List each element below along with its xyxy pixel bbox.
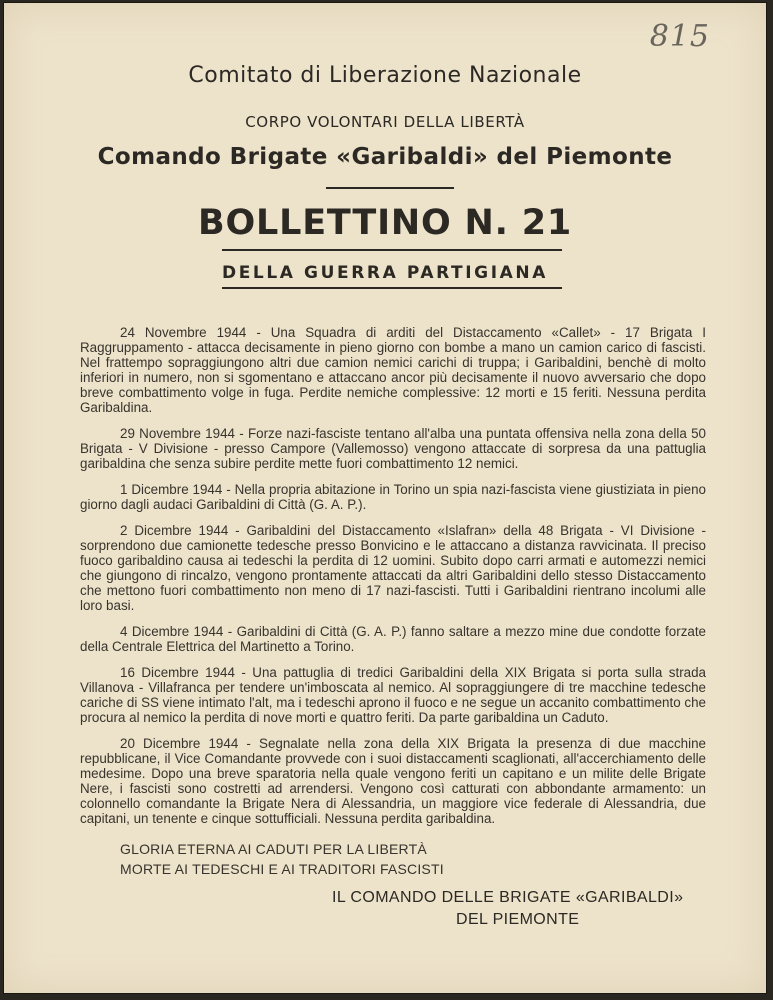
entry-paragraph: 20 Dicembre 1944 - Segnalate nella zona della XIX Brigata la presenza di due macchine repubblicane, il Vice Comandante provvede con i suoi distaccamenti scaglionati, all'accerchiamento delle medesime. Dopo una breve sparatoria nella quale vengono feriti un capitano e un milite delle Brigate Nere, i fascisti sono costretti ad arrendersi. Vengono così catturati con abbondante armamento: un colonnello comandante la Brigate Nera di Alessandria, un maggiore vice federale di Alessandria, due capitani, un tenente e cinque sottufficiali. Nessuna perdita garibaldina. (80, 736, 706, 826)
divider (326, 187, 454, 189)
bulletin-subtitle: DELLA GUERRA PARTIGIANA (221, 263, 548, 283)
signature-block (332, 887, 683, 931)
corps-heading: CORPO VOLONTARI DELLA LIBERTÀ (245, 113, 525, 131)
entry-paragraph: 16 Dicembre 1944 - Una pattuglia di tredici Garibaldini della XIX Brigata si porta sulla strada Villanova - Villafranca per tendere un'imboscata al nemico. Al sopraggiungere di tre macchine tedesche cariche di SS viene intimato l'alt, ma i tedeschi aprono il fuoco e ne segue un accanito combattimento che procura al nemico la perdita di nove morti e quattro feriti. Da parte garibaldina un Caduto. (80, 665, 706, 725)
closing-line: GLORIA ETERNA AI CADUTI PER LA LIBERTÀ (120, 841, 427, 857)
entry-paragraph: 4 Dicembre 1944 - Garibaldini di Città (G. A. P.) fanno saltare a mezzo mine due condotte forzate della Centrale Elettrica del Martinetto a Torino. (80, 624, 706, 654)
divider (222, 249, 562, 251)
closing-line: MORTE AI TEDESCHI E AI TRADITORI FASCISTI (120, 861, 444, 877)
closing-slogans (120, 839, 444, 879)
divider (222, 287, 562, 289)
bulletin-title: BOLLETTINO N. 21 (197, 203, 573, 243)
signature-line: IL COMANDO DELLE BRIGATE «GARIBALDI» (332, 889, 684, 906)
entry-paragraph: 29 Novembre 1944 - Forze nazi-fasciste tentano all'alba una puntata offensiva nella zona della 50 Brigata - V Divisione - presso Campore (Vallemosso) vengono attaccate di sorpresa da una pattuglia garibaldina che senza subire perdite mette fuori combattimento 12 nemici. (80, 426, 706, 471)
archive-number: 815 (649, 19, 710, 54)
committee-heading: Comitato di Liberazione Nazionale (188, 63, 582, 88)
entry-paragraph: 1 Dicembre 1944 - Nella propria abitazione in Torino un spia nazi-fascista viene giustiziata in pieno giorno dagli audaci Garibaldini di Città (G. A. P.). (80, 482, 706, 512)
bulletin-body (80, 325, 706, 837)
entry-paragraph: 24 Novembre 1944 - Una Squadra di arditi del Distaccamento «Callet» - 17 Brigata I Raggruppamento - attacca decisamente in pieno giorno con bombe a mano un camion carico di fascisti. Nel frattempo sopraggiungono altri due camion nemici carichi di truppa; i Garibaldini, benchè di molto inferiori in numero, non si sgomentano e attaccano ancor più decisamente il nuovo avversario che dopo breve combattimento volge in fuga. Perdite nemiche complessive: 12 morti e 15 feriti. Nessuna perdita Garibaldina. (80, 325, 706, 415)
entry-paragraph: 2 Dicembre 1944 - Garibaldini del Distaccamento «Islafran» della 48 Brigata - VI Divisione - sorprendono due camionette tedesche presso Bonvicino e le attaccano a distanza ravvicinata. Il preciso fuoco garibaldino causa ai tedeschi la perdita di 12 uomini. Subito dopo carri armati e automezzi nemici che giungono di rincalzo, vengono prontamente attaccati da altri Garibaldini dello stesso Distaccamento che mettono fuori combattimento non meno di 17 nazi-fascisti. Tutti i Garibaldini rientrano incolumi alle loro basi. (80, 523, 706, 613)
command-heading: Comando Brigate «Garibaldi» del Piemonte (97, 144, 673, 170)
signature-line: DEL PIEMONTE (456, 911, 580, 928)
document-page (3, 2, 767, 994)
